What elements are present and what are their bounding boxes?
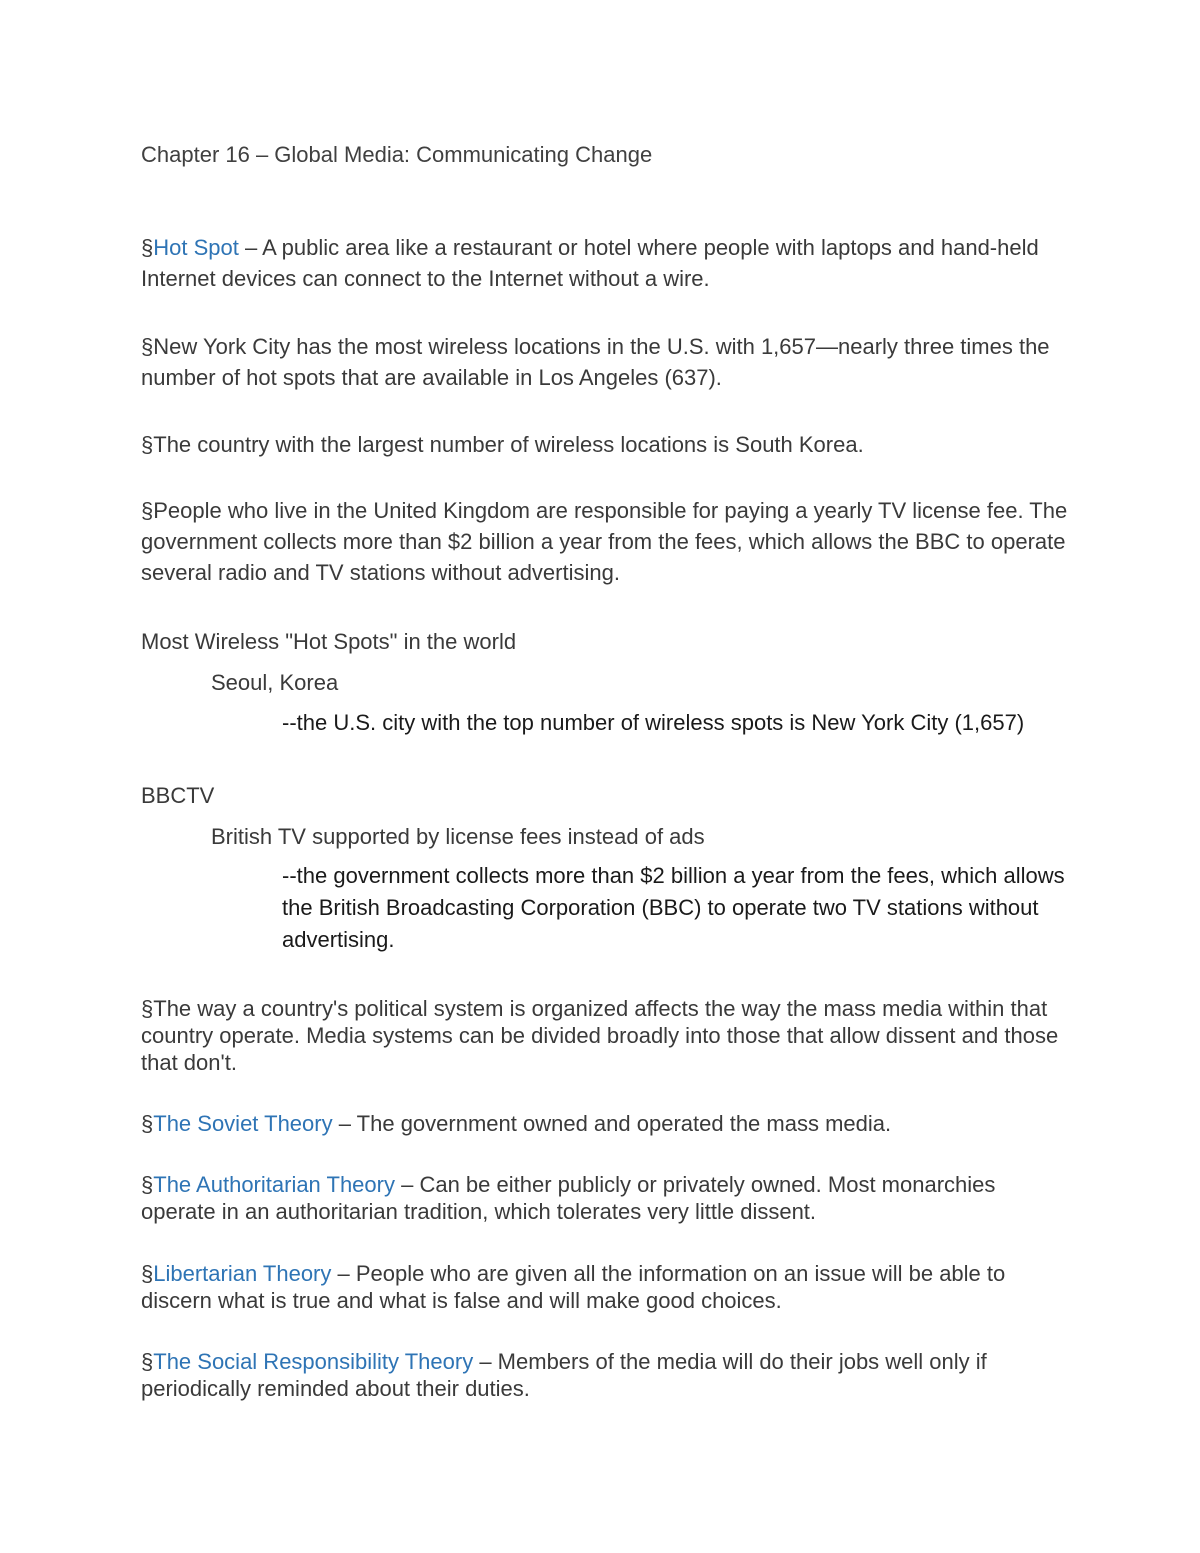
term-social-responsibility-theory: The Social Responsibility Theory xyxy=(153,1349,474,1374)
paragraph-theories-intro xyxy=(141,995,1071,1076)
section-symbol: § xyxy=(141,498,154,523)
outline-heading: BBCTV xyxy=(141,783,215,808)
theory-social-responsibility xyxy=(141,1348,1071,1402)
section-symbol: § xyxy=(141,334,154,359)
page-title: Chapter 16 – Global Media: Communicating Change xyxy=(141,142,653,167)
definition-text: – People who are given all the information on an issue will be able to discern what is true and what is false and will make good choices. xyxy=(141,1261,1006,1313)
outline-subitem: British TV supported by license fees instead of ads xyxy=(211,824,705,849)
section-symbol: § xyxy=(141,1349,154,1374)
term-soviet-theory: The Soviet Theory xyxy=(153,1111,333,1136)
theory-soviet xyxy=(141,1110,1071,1137)
paragraph-text: New York City has the most wireless locations in the U.S. with 1,657—nearly three times the number of hot spots that are available in Los Angeles (637). xyxy=(141,334,1050,390)
outline-heading: Most Wireless "Hot Spots" in the world xyxy=(141,629,517,654)
paragraph-hot-spot xyxy=(141,232,1071,294)
definition-text: – A public area like a restaurant or hotel where people with laptops and hand-held Internet devices can connect to the Internet without a wire. xyxy=(141,235,1039,291)
section-symbol: § xyxy=(141,996,154,1021)
term-authoritarian-theory: The Authoritarian Theory xyxy=(153,1172,395,1197)
definition-text: – Members of the media will do their jobs well only if periodically reminded about their duties. xyxy=(141,1349,987,1401)
section-symbol: § xyxy=(141,1111,154,1136)
paragraph-south-korea xyxy=(141,429,1071,460)
section-symbol: § xyxy=(141,432,154,457)
outline-subitem: Seoul, Korea xyxy=(211,670,339,695)
outline-detail: --the government collects more than $2 billion a year from the fees, which allows the British Broadcasting Corporation (BBC) to operate two TV stations without advertising. xyxy=(282,863,1065,952)
section-symbol: § xyxy=(141,235,154,260)
paragraph-text: People who live in the United Kingdom are responsible for paying a yearly TV license fee. The government collects more than $2 billion a year from the fees, which allows the BBC to operate several radio and TV stations without advertising. xyxy=(141,498,1068,585)
section-symbol: § xyxy=(141,1261,154,1286)
section-symbol: § xyxy=(141,1172,154,1197)
term-libertarian-theory: Libertarian Theory xyxy=(153,1261,332,1286)
term-hot-spot: Hot Spot xyxy=(153,235,239,260)
definition-text: – The government owned and operated the mass media. xyxy=(332,1111,892,1136)
definition-text: – Can be either publicly or privately owned. Most monarchies operate in an authoritarian tradition, which tolerates very little dissent. xyxy=(141,1172,996,1224)
paragraph-uk-license xyxy=(141,495,1071,588)
theory-authoritarian xyxy=(141,1171,1071,1225)
paragraph-nyc xyxy=(141,331,1071,393)
paragraph-text: The country with the largest number of wireless locations is South Korea. xyxy=(153,432,864,457)
paragraph-text: The way a country's political system is organized affects the way the mass media within that country operate. Media systems can be divided broadly into those that allow dissent and those that don't. xyxy=(141,996,1059,1075)
theory-libertarian xyxy=(141,1260,1071,1314)
outline-detail: --the U.S. city with the top number of wireless spots is New York City (1,657) xyxy=(282,710,1025,735)
